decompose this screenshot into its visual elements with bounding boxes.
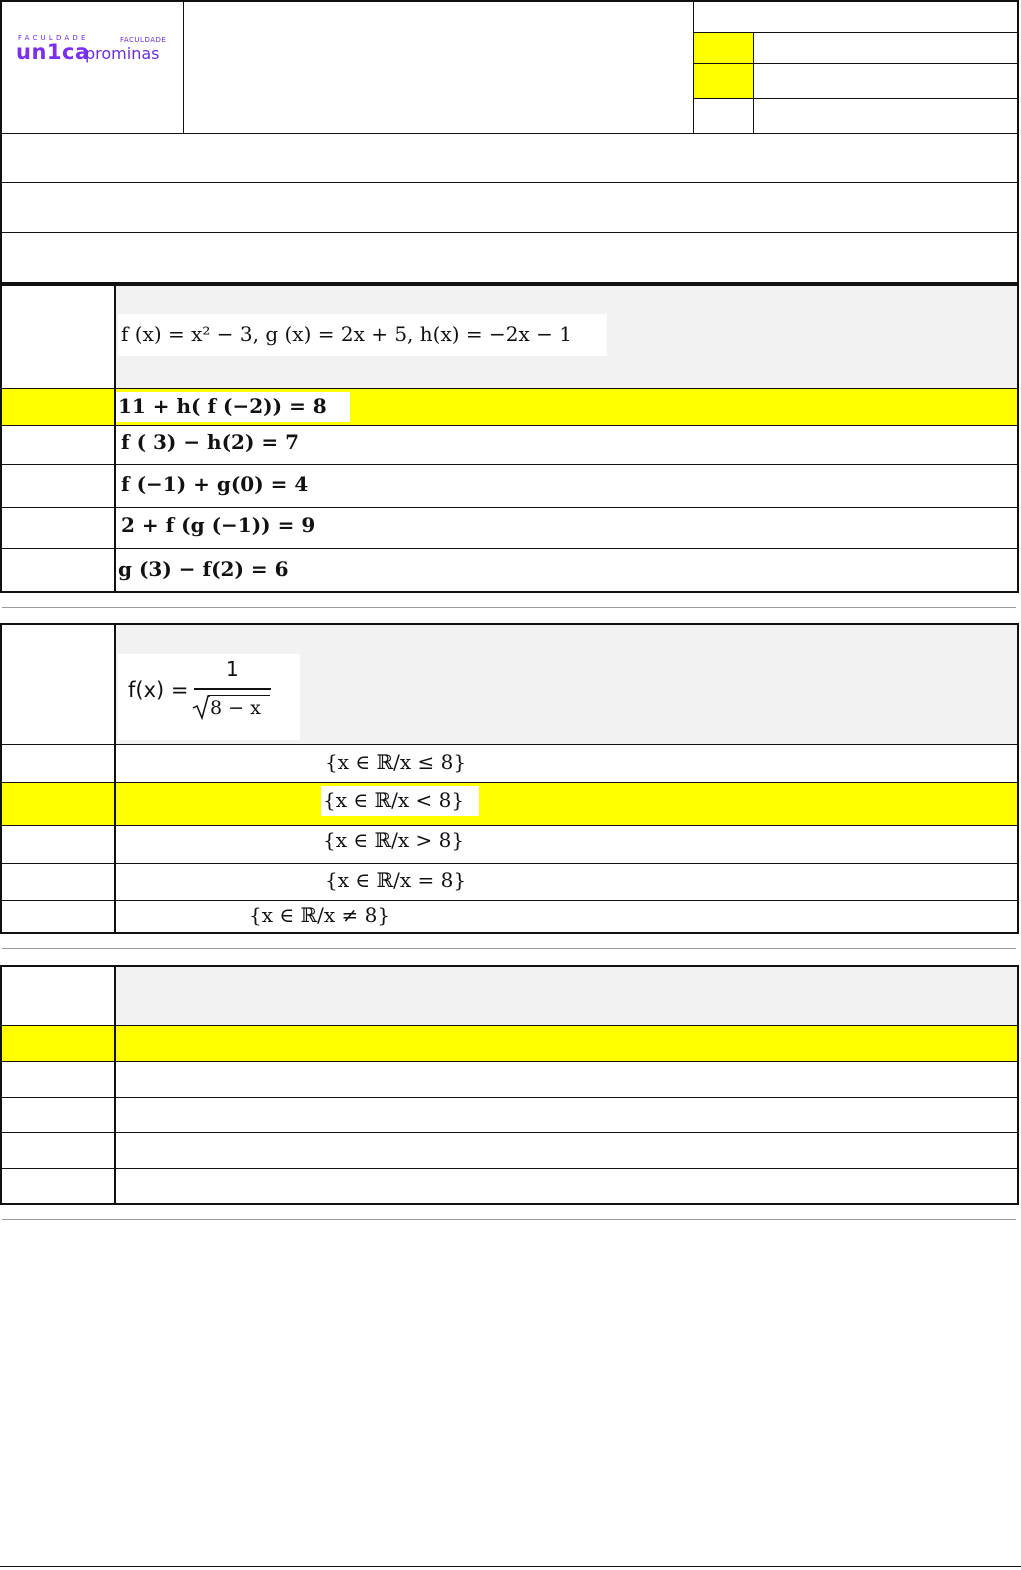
- header-rule: [693, 98, 1019, 99]
- sqrt-icon: [192, 694, 210, 720]
- table-rule: [0, 1025, 1019, 1026]
- question1-functions: f (x) = x² − 3, g (x) = 2x + 5, h(x) = −2x − 1: [121, 322, 572, 346]
- logo-faculdade-left: FACULDADE: [18, 34, 89, 42]
- header-rule: [0, 232, 1019, 233]
- table-rule: [0, 932, 1019, 934]
- logo-faculdade-right: FACULDADE: [120, 36, 167, 44]
- question1-option-a: 11 + h( f (−2)) = 8: [118, 394, 327, 418]
- table-rule: [0, 1168, 1019, 1169]
- table-rule: [0, 425, 1019, 426]
- question2-option-c: {x ∈ ℝ/x > 8}: [323, 828, 465, 852]
- question1-option-d: 2 + f (g (−1)) = 9: [121, 513, 316, 537]
- header-divider: [753, 32, 754, 133]
- table-rule: [0, 965, 2, 1205]
- table-rule: [0, 825, 1019, 826]
- table-rule: [1017, 965, 1019, 1205]
- fraction-bar: [194, 688, 271, 690]
- question2-option-a: {x ∈ ℝ/x ≤ 8}: [325, 750, 467, 774]
- separator: [2, 607, 1016, 608]
- table-rule: [0, 388, 1019, 389]
- table-rule: [0, 900, 1019, 901]
- table-rule: [0, 1132, 1019, 1133]
- sqrt-bar: [208, 695, 270, 696]
- table-rule: [114, 284, 116, 593]
- question2-numerator: 1: [226, 657, 239, 681]
- question1-option-b: f ( 3) − h(2) = 7: [121, 430, 300, 454]
- question2-denominator: 8 − x: [210, 697, 261, 719]
- question3-answer-highlight: [0, 1026, 1019, 1061]
- question2-function-lhs: f(x) =: [128, 678, 189, 702]
- table-rule: [0, 965, 1019, 967]
- logo-unica: un1ca: [16, 40, 90, 64]
- table-rule: [0, 782, 1019, 783]
- table-rule: [0, 1061, 1019, 1062]
- table-rule: [0, 623, 2, 934]
- table-rule: [0, 284, 1019, 286]
- table-rule: [1017, 284, 1019, 593]
- header-yellow-cell: [694, 33, 753, 63]
- question2-option-b: {x ∈ ℝ/x < 8}: [323, 788, 465, 812]
- question2-option-d: {x ∈ ℝ/x = 8}: [325, 868, 467, 892]
- header-yellow-cell: [694, 64, 753, 98]
- logo: [16, 34, 176, 68]
- table-rule: [0, 1097, 1019, 1098]
- table-rule: [1017, 623, 1019, 934]
- table-rule: [0, 507, 1019, 508]
- page-bottom-rule: [0, 1566, 1021, 1567]
- question2-option-e: {x ∈ ℝ/x ≠ 8}: [249, 903, 391, 927]
- table-rule: [0, 464, 1019, 465]
- table-rule: [0, 1203, 1019, 1205]
- table-rule: [0, 623, 1019, 625]
- logo-prominas: prominas: [85, 44, 160, 63]
- question2-answer-highlight: [0, 783, 1019, 825]
- table-rule: [114, 965, 116, 1205]
- table-rule: [0, 863, 1019, 864]
- table-rule: [114, 623, 116, 934]
- separator: [2, 1219, 1016, 1220]
- question3-stem: [116, 967, 1017, 1025]
- question1-option-e: g (3) − f(2) = 6: [118, 557, 289, 581]
- table-rule: [0, 548, 1019, 549]
- table-rule: [0, 284, 2, 593]
- question1-option-c: f (−1) + g(0) = 4: [121, 472, 309, 496]
- header-rule: [0, 182, 1019, 183]
- table-rule: [0, 744, 1019, 745]
- header-rule: [0, 133, 1019, 134]
- separator: [2, 948, 1016, 949]
- table-rule: [0, 591, 1019, 593]
- header-divider: [183, 0, 184, 133]
